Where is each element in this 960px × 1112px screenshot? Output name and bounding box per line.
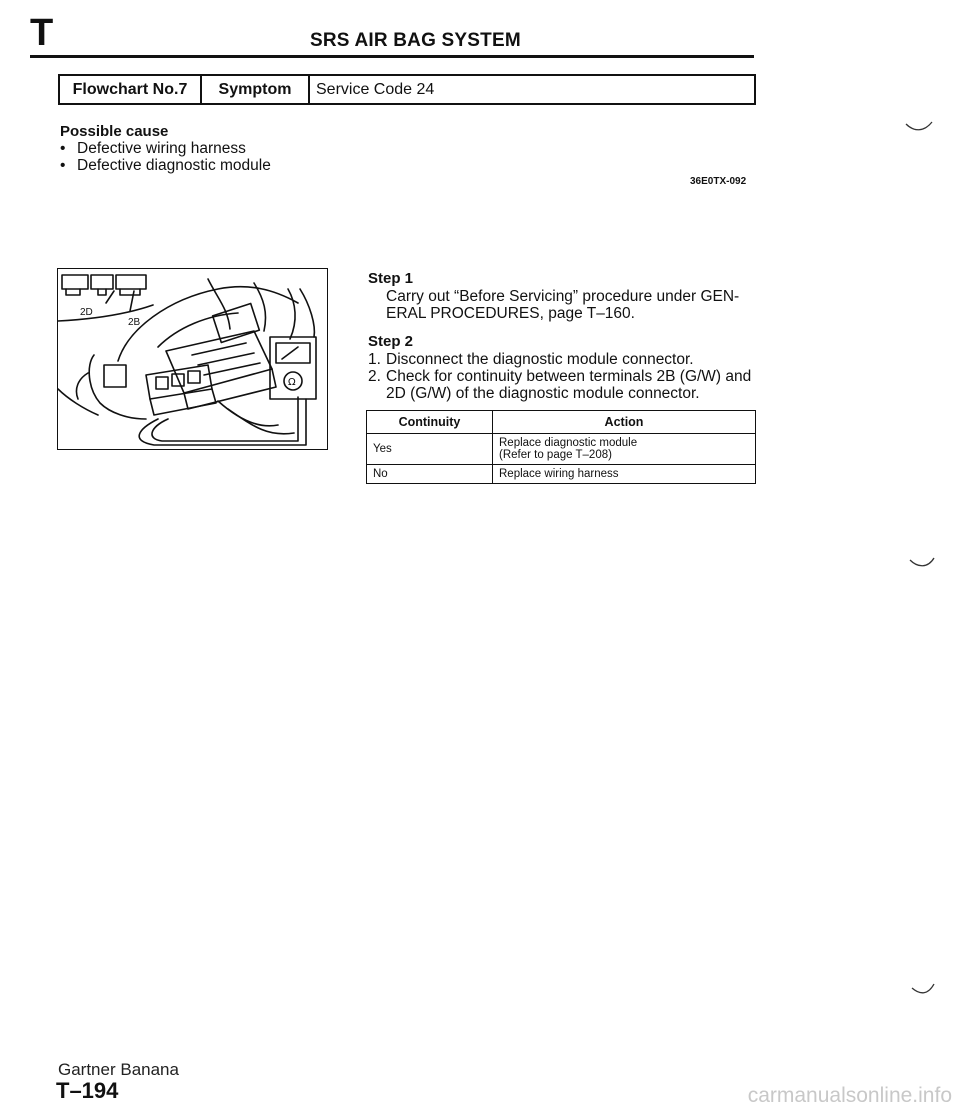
- table-header-row: [367, 411, 756, 434]
- step-2-item-text: Disconnect the diagnostic module connector.: [386, 351, 694, 368]
- cause-item: • Defective wiring harness: [60, 140, 271, 157]
- continuity-action-table: [366, 410, 756, 484]
- step-2-item-number: 2.: [368, 368, 381, 385]
- symptom-value: Service Code 24: [316, 80, 435, 98]
- binding-mark: [910, 982, 936, 998]
- label-2d: 2D: [80, 307, 93, 318]
- action-cell: [493, 434, 756, 465]
- action-line: (Refer to page T–208): [499, 449, 612, 461]
- flowchart-number: Flowchart No.7: [60, 76, 202, 103]
- flowchart-box: [58, 74, 756, 105]
- label-2b: 2B: [128, 317, 141, 328]
- binding-mark: [904, 120, 934, 136]
- page-title: SRS AIR BAG SYSTEM: [310, 30, 521, 51]
- table-row: [367, 434, 756, 465]
- reference-code: 36E0TX-092: [690, 176, 747, 187]
- ohm-symbol: Ω: [288, 377, 296, 388]
- action-line: Replace diagnostic module: [499, 437, 638, 449]
- possible-cause-title: Possible cause: [60, 123, 169, 140]
- header-rule: [30, 55, 754, 58]
- illustration-drawing: [58, 269, 327, 449]
- action-cell: [493, 465, 756, 484]
- watermark-site[interactable]: carmanualsonline.info: [747, 1084, 952, 1107]
- continuity-cell: Yes: [367, 434, 493, 465]
- connector-continuity-illustration: [57, 268, 328, 450]
- header-continuity: Continuity: [367, 411, 493, 434]
- step-1-title: Step 1: [368, 270, 414, 287]
- step-2-item-text: Check for continuity between terminals 2B (G/W) and 2D (G/W) of the diagnostic module connector.: [386, 368, 752, 402]
- footer-brand: Gartner Banana: [58, 1060, 179, 1079]
- step-2-item: [368, 368, 760, 402]
- step-2-title: Step 2: [368, 333, 414, 350]
- table-row: [367, 465, 756, 484]
- step-2-item: [368, 351, 760, 368]
- header-action: Action: [493, 411, 756, 434]
- step-2-list: [368, 351, 760, 402]
- cause-item: • Defective diagnostic module: [60, 157, 271, 174]
- step-1-text: Carry out “Before Servicing” procedure under GEN- ERAL PROCEDURES, page T–160.: [386, 288, 740, 322]
- possible-cause-list: [60, 140, 271, 174]
- action-line: Replace wiring harness: [499, 468, 619, 480]
- binding-mark: [908, 556, 936, 572]
- step-2-item-number: 1.: [368, 351, 381, 368]
- continuity-cell: No: [367, 465, 493, 484]
- symptom-label: Symptom: [202, 76, 310, 103]
- section-letter: T: [30, 12, 54, 54]
- page-number: T–194: [56, 1078, 119, 1103]
